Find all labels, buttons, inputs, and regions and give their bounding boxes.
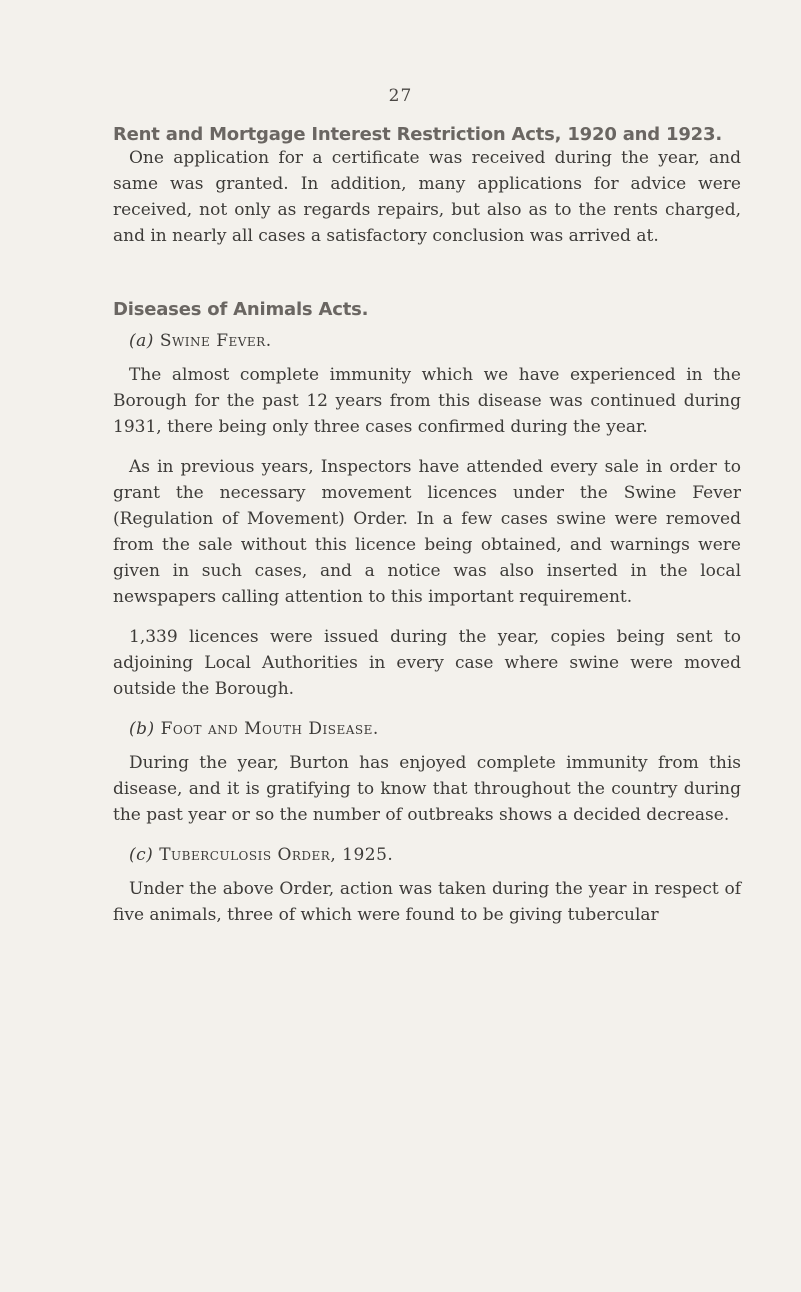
tuberculosis-paragraph: Under the above Order, action was taken during the year in respect of five animals, three of which were found to be giving tubercular [113,879,741,925]
tuberculosis-letter: (c) [129,845,154,865]
rent-acts-paragraph: One application for a certificate was received during the year, and same was granted. In addition, many applications for advice were received, not only as regards repairs, but also as to the rents charged, and in nearly all cases a satisfactory conclusion was arrived at. [113,148,741,246]
swine-fever-title: Swine Fever. [159,331,272,351]
foot-and-mouth-letter: (b) [129,719,155,739]
foot-and-mouth-title: Foot and Mouth Disease. [160,719,379,739]
rent-acts-heading: Rent and Mortgage Interest Restriction Acts, 1920 and 1923. [113,124,722,145]
tuberculosis-title: Tuberculosis Order, 1925. [159,845,394,865]
foot-and-mouth-paragraph: During the year, Burton has enjoyed complete immunity from this disease, and it is gratifying to know that throughout the country during the past year or so the number of outbreaks shows a decided decrease. [113,753,741,825]
foot-and-mouth-subheading [129,716,741,742]
swine-fever-paragraph-2: As in previous years, Inspectors have attended every sale in order to grant the necessary movement licences under the Swine Fever (Regulation of Movement) Order. In a few cases swine were removed from the sale without this licence being obtained, and warnings were given in such cases, and a notice was also inserted in the local newspapers calling attention to this important requirement. [113,457,741,607]
swine-fever-paragraph-3: 1,339 licences were issued during the year, copies being sent to adjoining Local Authorities in every case where swine were moved outside the Borough. [113,627,741,699]
page-number: 27 [388,86,413,106]
swine-fever-subheading [129,328,741,354]
diseases-of-animals-heading: Diseases of Animals Acts. [113,299,369,320]
page-content [113,124,741,928]
tuberculosis-subheading [129,842,741,868]
swine-fever-letter: (a) [129,331,154,351]
swine-fever-paragraph-1: The almost complete immunity which we have experienced in the Borough for the past 12 years from this disease was continued during 1931, there being only three cases confirmed during the year. [113,365,741,437]
